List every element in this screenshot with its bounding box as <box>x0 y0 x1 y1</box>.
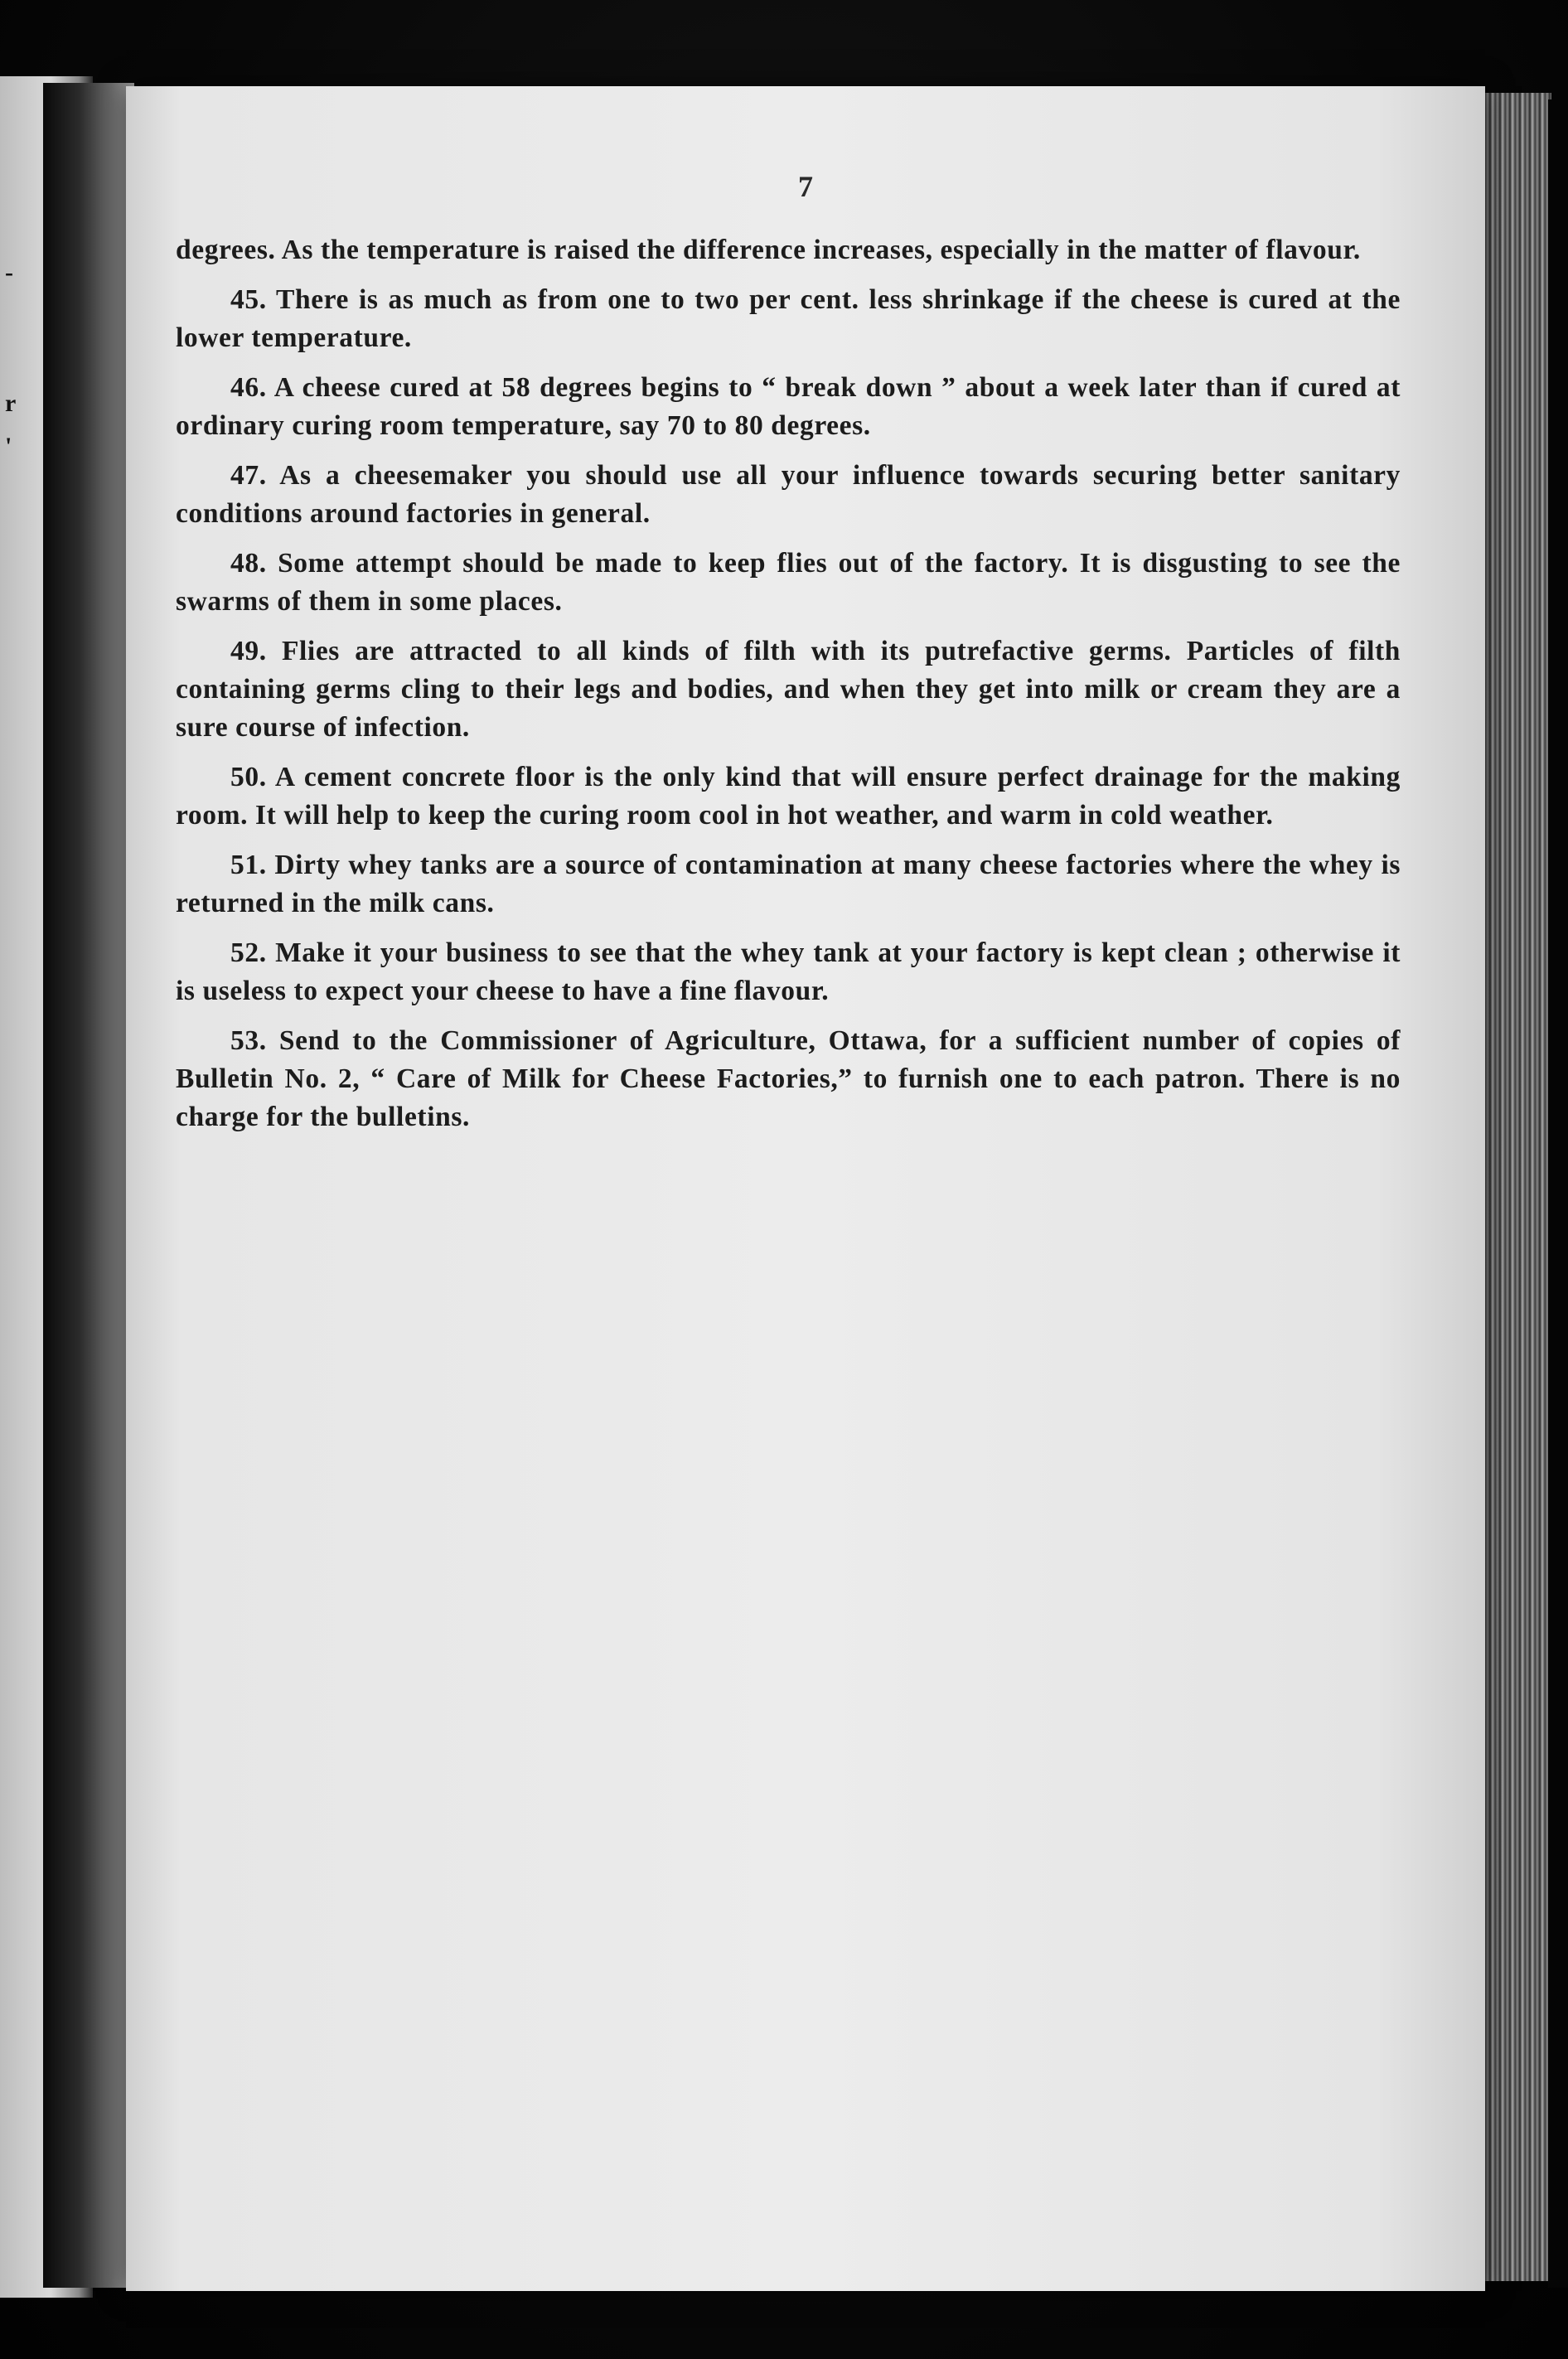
left-page-mark-3: ' <box>5 433 12 460</box>
page-edges-shadow <box>1548 99 1568 2288</box>
paragraph-53: 53. Send to the Commissioner of Agriculture, Ottawa, for a sufficient number of copies of Bulletin No. 2, “ Care of Milk for Cheese Factories,” to furnish one to each patron. There is no charge for the bulletins. <box>176 1025 1401 1132</box>
page-body <box>176 231 1401 1148</box>
left-page-mark-2: r <box>5 390 17 417</box>
paragraph-51: 51. Dirty whey tanks are a source of contamination at many cheese factories where the whey is returned in the milk cans. <box>176 850 1401 918</box>
paragraph-49: 49. Flies are attracted to all kinds of filth with its putrefactive germs. Particles of filth containing germs cling to their legs and bodies, and when they get into milk or cream they are a sure course of infection. <box>176 636 1401 743</box>
paragraph-continuation: degrees. As the temperature is raised the difference increases, especially in the matter of flavour. <box>176 235 1361 265</box>
paragraph-52: 52. Make it your business to see that the whey tank at your factory is kept clean ; otherwise it is useless to expect your cheese to have a fine flavour. <box>176 937 1401 1006</box>
page-number: 7 <box>798 170 813 203</box>
page-edges <box>1475 93 1551 2281</box>
paragraph-50: 50. A cement concrete floor is the only kind that will ensure perfect drainage for the making room. It will help to keep the curing room cool in hot weather, and warm in cold weather. <box>176 762 1401 831</box>
left-page-mark-1: - <box>5 259 13 286</box>
paragraph-45: 45. There is as much as from one to two per cent. less shrinkage if the cheese is cured at the lower temperature. <box>176 284 1401 353</box>
book-page <box>126 86 1485 2291</box>
paragraph-46: 46. A cheese cured at 58 degrees begins to “ break down ” about a week later than if cured at ordinary curing room temperature, say 70 to 80 degrees. <box>176 372 1401 441</box>
paragraph-48: 48. Some attempt should be made to keep flies out of the factory. It is disgusting to see the swarms of them in some places. <box>176 548 1401 617</box>
paragraph-47: 47. As a cheesemaker you should use all your influence towards securing better sanitary conditions around factories in general. <box>176 460 1401 529</box>
book-gutter <box>43 83 134 2288</box>
